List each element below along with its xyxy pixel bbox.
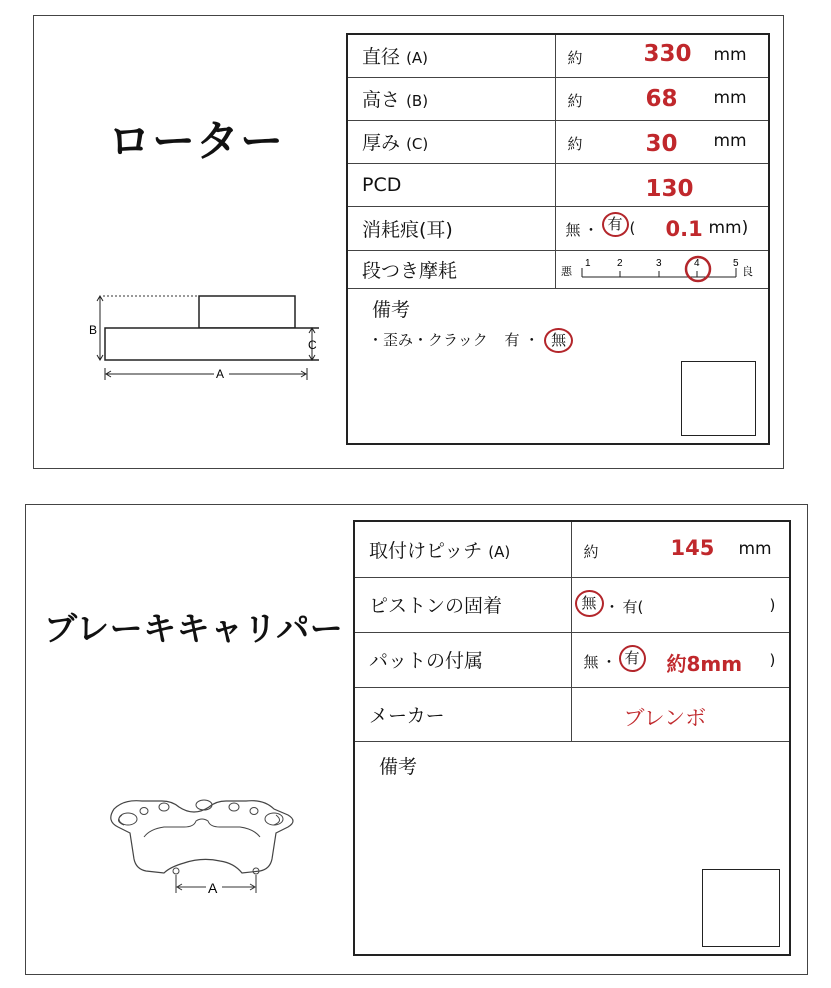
label-height: 高さ [362, 89, 401, 111]
svg-text:4: 4 [693, 257, 700, 269]
pad-none: 無 [583, 652, 599, 671]
diagram-label-c: C [308, 338, 317, 352]
value-maker: ブレンボ [623, 705, 707, 730]
option-yes-circled: 有 [602, 212, 629, 237]
row-step-wear [347, 250, 769, 288]
svg-text:3: 3 [655, 257, 662, 269]
row-piston: ピストンの固着 無 ・ 有( ) [354, 577, 790, 632]
scale-left: 悪 [560, 265, 572, 278]
rotor-diagram [89, 288, 319, 398]
caliper-diagram [84, 787, 314, 907]
caliper-title: ブレーキキャリパー [44, 609, 344, 648]
label-step-wear: 段つき摩耗 [362, 259, 458, 282]
label-maker: メーカー [369, 704, 445, 727]
notes-box [702, 869, 780, 947]
row-maker [354, 687, 790, 741]
rotor-spec-table [346, 33, 770, 445]
svg-text:2: 2 [616, 257, 623, 269]
notes-title: 備考 [372, 298, 411, 321]
label-thickness: 厚み [362, 132, 401, 154]
value-thickness: 30 [645, 130, 678, 157]
row-height: 高さ (B) 約 68 mm [347, 77, 769, 120]
step-wear-scale [556, 251, 768, 287]
row-mount-pitch: 取付けピッチ (A) 約 145 mm [354, 521, 790, 577]
svg-text:1: 1 [584, 257, 591, 269]
rotor-title: ローター [108, 117, 284, 167]
notes-line: ・歪み・クラック 有 ・ 無 [368, 328, 573, 353]
row-pcd [347, 163, 769, 206]
caliper-spec-table [353, 520, 791, 956]
caliper-card [25, 504, 808, 975]
diagram-label-b: B [89, 323, 98, 337]
notes-box [681, 361, 756, 436]
value-pad: 約8mm [666, 651, 743, 676]
row-diameter: 直径 (A) 約 330 mm [347, 34, 769, 77]
notes-none-circled: 無 [544, 328, 573, 353]
row-wear-edge: 消耗痕(耳) 無 ・ 有 ( 0.1 mm) [347, 206, 769, 250]
pad-yes-circled: 有 [619, 645, 646, 672]
label-pad: パットの付属 [369, 650, 484, 672]
value-diameter: 330 [643, 41, 692, 67]
label-pcd: PCD [362, 173, 402, 196]
svg-text:5: 5 [732, 257, 739, 269]
value-pcd: 130 [645, 175, 694, 202]
row-notes [354, 741, 790, 955]
option-none: 無 [565, 220, 581, 239]
rotor-card [33, 15, 784, 469]
scale-right: 良 [741, 265, 753, 278]
row-pad: パットの付属 無 ・ 有 約8mm ) [354, 632, 790, 687]
value-wear-edge: 0.1 [665, 216, 703, 241]
row-thickness: 厚み (C) 約 30 mm [347, 120, 769, 163]
value-height: 68 [645, 85, 678, 112]
label-wear-edge: 消耗痕(耳) [362, 218, 453, 241]
label-mount-pitch: 取付けピッチ [369, 539, 483, 562]
diagram-label-a: A [208, 880, 218, 896]
row-notes [347, 288, 769, 444]
notes-title: 備考 [379, 755, 418, 778]
diagram-label-a: A [216, 367, 225, 381]
label-diameter: 直径 [362, 46, 401, 69]
piston-none-circled: 無 [575, 590, 604, 617]
value-mount-pitch: 145 [670, 536, 715, 560]
label-piston: ピストンの固着 [369, 595, 503, 617]
